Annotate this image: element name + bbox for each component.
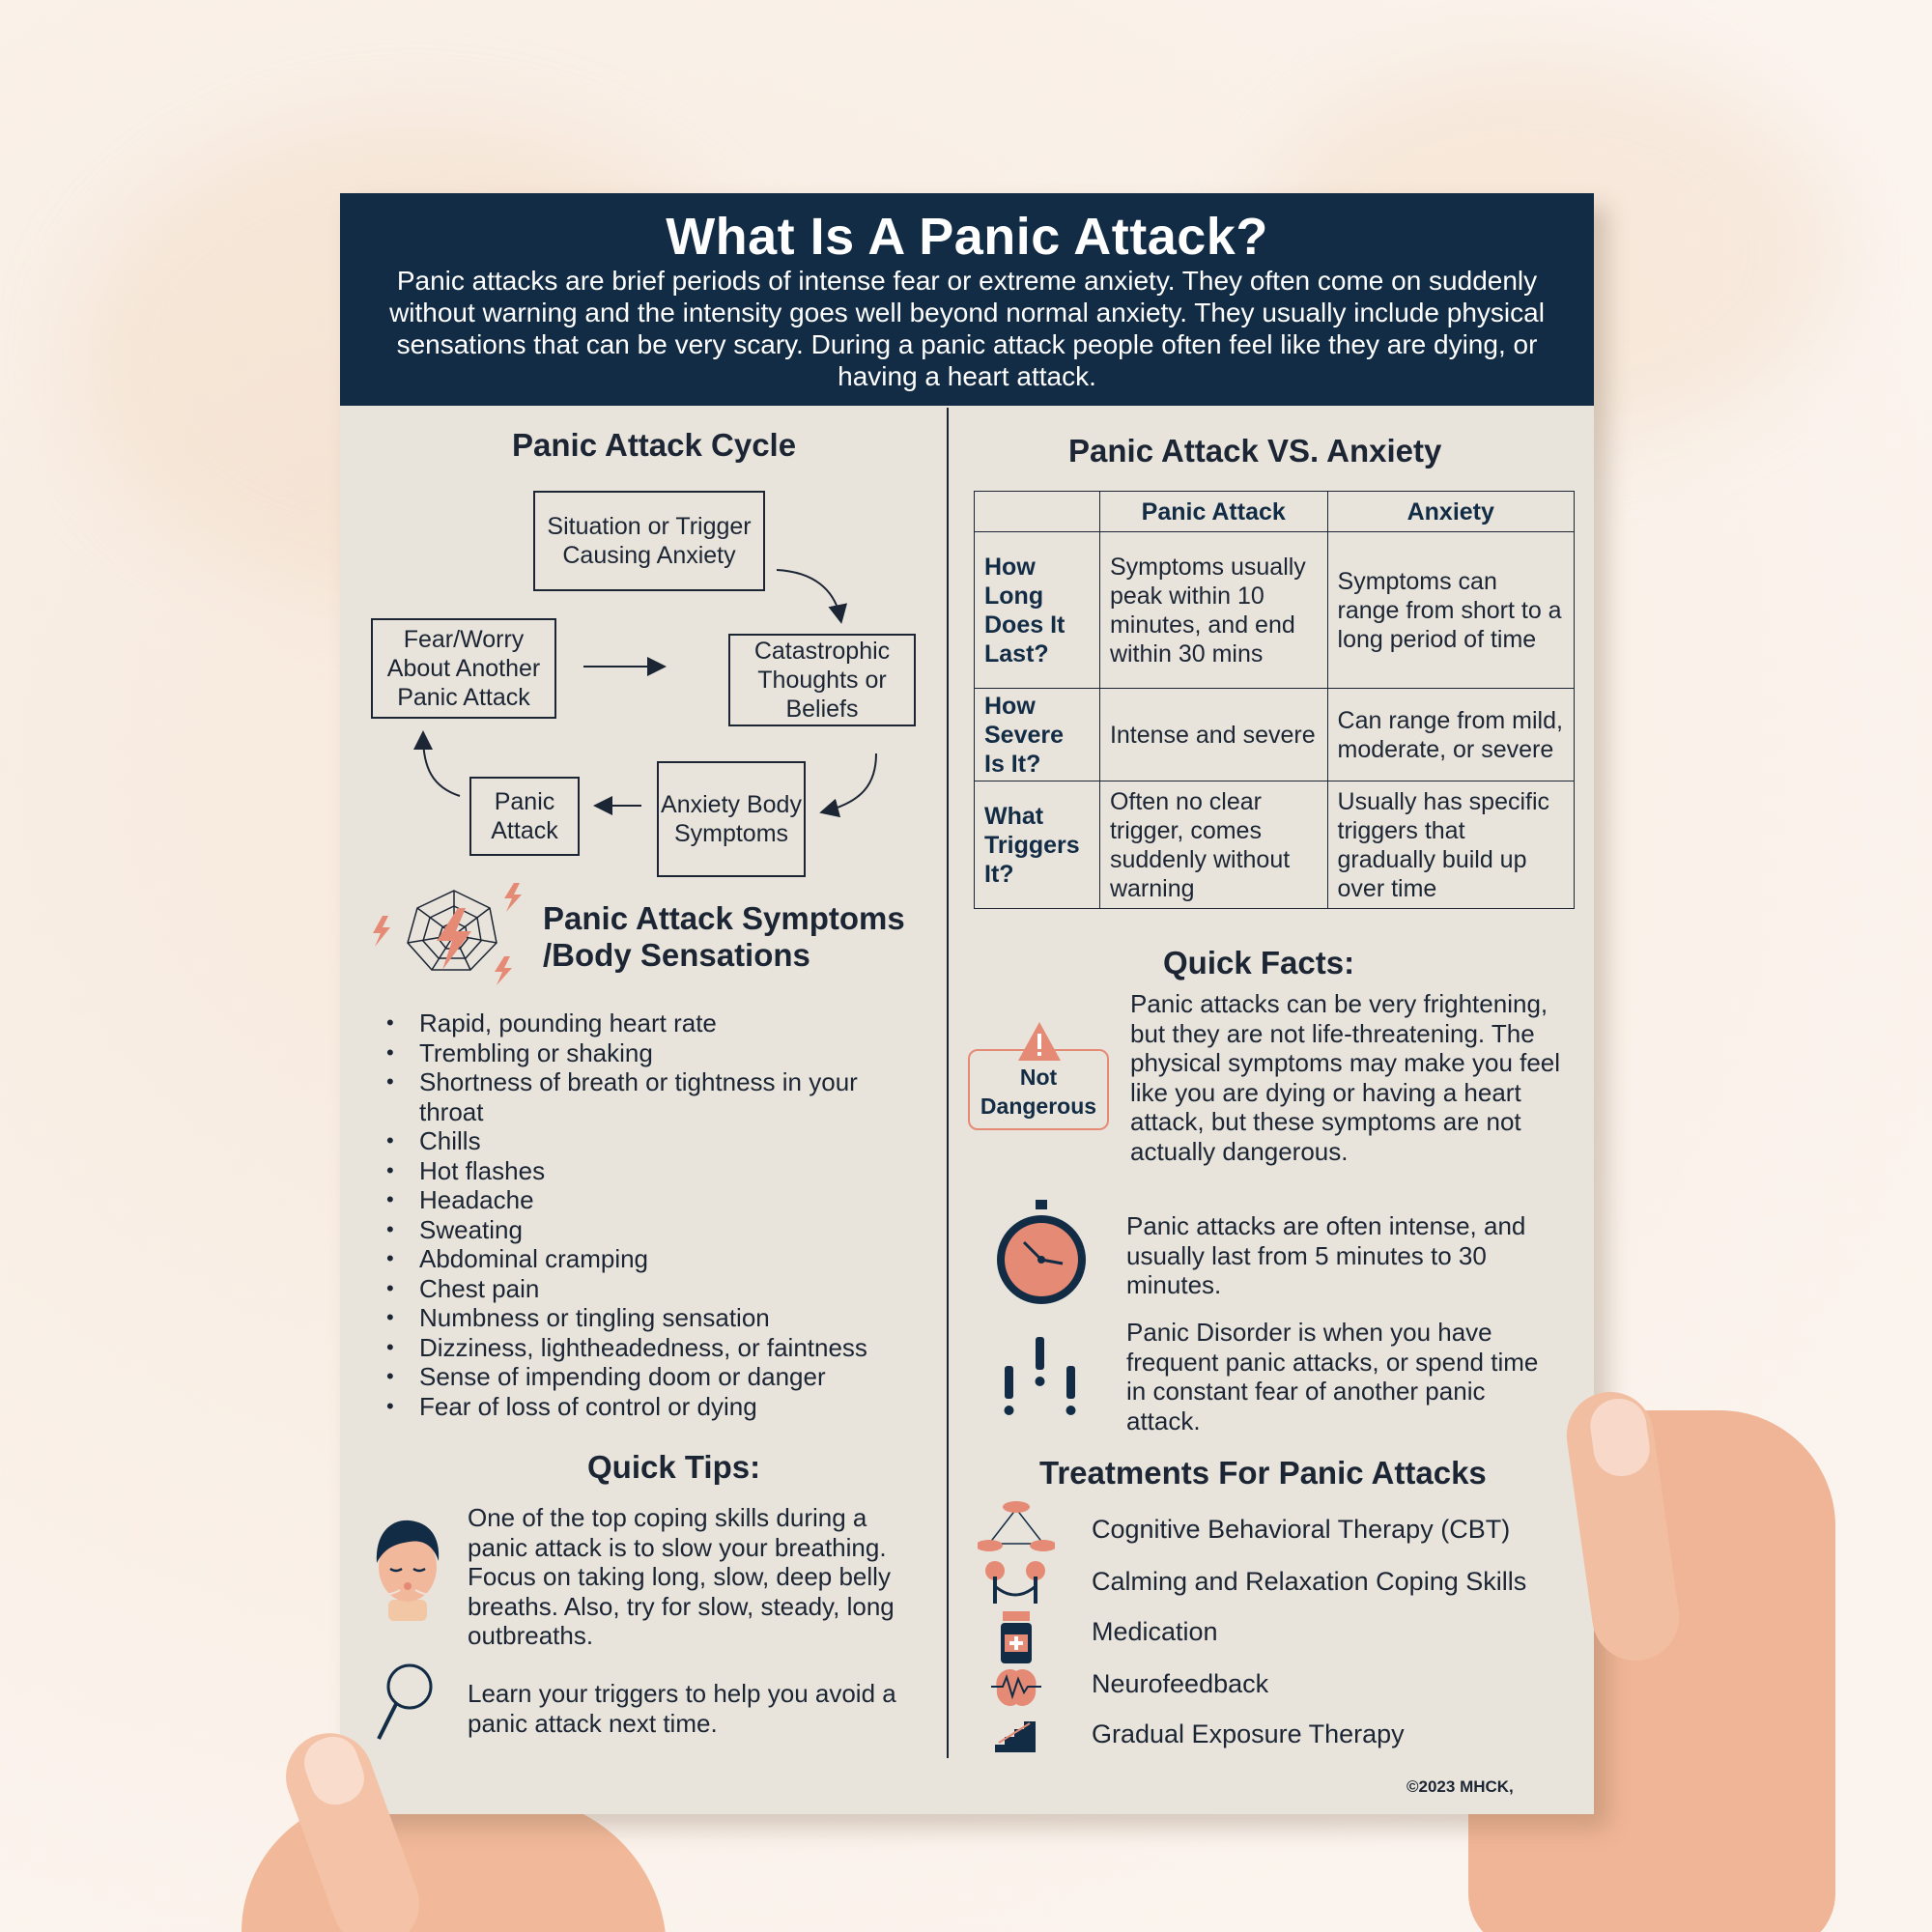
medication-bottle-icon (997, 1609, 1036, 1665)
exclamation-marks-icon (997, 1331, 1084, 1420)
arrow-thoughts-to-symptoms (825, 753, 876, 811)
quick-tips-title: Quick Tips: (587, 1449, 761, 1485)
exposure-stairs-icon (991, 1718, 1039, 1756)
magnifying-glass-icon (375, 1662, 437, 1743)
list-item: • Fear of loss of control or dying (386, 1392, 927, 1422)
table-header-anxiety: Anxiety (1327, 492, 1574, 532)
cycle-box-thoughts: Catastrophic Thoughts or Beliefs (728, 634, 916, 726)
cycle-box-panic-attack: Panic Attack (469, 777, 580, 856)
badge-bottom-label: Dangerous (980, 1094, 1097, 1119)
warning-triangle-icon (1016, 1020, 1063, 1063)
badge-top-label: Not (1019, 1065, 1058, 1090)
copyright: ©2023 MHCK, (1406, 1777, 1514, 1796)
breathing-person-icon (371, 1515, 444, 1621)
list-item: • Chest pain (386, 1274, 927, 1304)
table-header-panic: Panic Attack (1099, 492, 1327, 532)
quick-facts-title: Quick Facts: (1163, 945, 1355, 980)
page-title: What Is A Panic Attack? (666, 208, 1268, 266)
fact-not-dangerous: Panic attacks can be very frightening, but they are not life-threatening. The physical symptoms may make you feel like you are dying or having a heart attack, but these symptoms are not actually dangerous. (1130, 989, 1561, 1166)
cycle-title: Panic Attack Cycle (512, 427, 797, 463)
symptoms-title-line1: Panic Attack Symptoms (543, 900, 905, 936)
column-divider (947, 408, 949, 1758)
table-cell: Intense and severe (1099, 689, 1327, 781)
row-header-severity: How Severe Is It? (975, 689, 1100, 781)
tip-breathing: One of the top coping skills during a panic attack is to slow your breathing. Focus on taking long, slow, deep belly breaths. Also, try for slow, steady, long outbreaths. (468, 1503, 895, 1650)
fact-panic-disorder: Panic Disorder is when you have frequent panic attacks, or spend time in constant fear of another panic attack. (1126, 1318, 1539, 1435)
cycle-box-trigger: Situation or Trigger Causing Anxiety (533, 491, 765, 591)
treatment-neurofeedback: Neurofeedback (1092, 1669, 1269, 1698)
list-item: • Chills (386, 1126, 927, 1156)
table-cell: Symptoms usually peak within 10 minutes, and end within 30 mins (1099, 532, 1327, 689)
cycle-box-fear-worry: Fear/Worry About Another Panic Attack (371, 618, 556, 719)
treatments-title: Treatments For Panic Attacks (1039, 1455, 1487, 1491)
table-header-blank (975, 492, 1100, 532)
symptoms-title-line2: /Body Sensations (543, 937, 810, 973)
treatment-medication: Medication (1092, 1617, 1218, 1646)
list-item: • Numbness or tingling sensation (386, 1303, 927, 1333)
row-header-duration: How Long Does It Last? (975, 532, 1100, 689)
stopwatch-icon (993, 1198, 1090, 1308)
list-item: • Trembling or shaking (386, 1038, 927, 1068)
symptoms-title (543, 900, 905, 974)
table-cell: Symptoms can range from short to a long period of time (1327, 532, 1574, 689)
spider-web-lightning-icon (369, 881, 543, 987)
table-row (975, 532, 1575, 689)
list-item: • Sweating (386, 1215, 927, 1245)
vs-title: Panic Attack VS. Anxiety (1068, 433, 1442, 469)
list-item: • Shortness of breath or tightness in your throat (386, 1067, 927, 1126)
fact-duration: Panic attacks are often intense, and usually last from 5 minutes to 30 minutes. (1126, 1211, 1526, 1299)
arrow-trigger-to-thoughts (777, 570, 840, 618)
table-header-row (975, 492, 1575, 532)
treatment-exposure: Gradual Exposure Therapy (1092, 1719, 1405, 1748)
table-cell: Usually has specific triggers that gradually build up over time (1327, 781, 1574, 909)
symptom-list (386, 1009, 927, 1421)
list-item: • Hot flashes (386, 1156, 927, 1186)
relaxation-hammock-icon (983, 1559, 1047, 1605)
list-item: • Sense of impending doom or danger (386, 1362, 927, 1392)
header-description: Panic attacks are brief periods of intense fear or extreme anxiety. They often come on suddenly without warning and the intensity goes well beyond normal anxiety. They usually include physical sensations that can be very scary. During a panic attack people often feel like they are dying, or having a heart attack. (389, 266, 1545, 391)
list-item: • Abdominal cramping (386, 1244, 927, 1274)
handout-sheet (340, 193, 1594, 1814)
cycle-box-body-symptoms: Anxiety Body Symptoms (657, 761, 806, 877)
table-cell: Often no clear trigger, comes suddenly without warning (1099, 781, 1327, 909)
table-row (975, 689, 1575, 781)
row-header-triggers: What Triggers It? (975, 781, 1100, 909)
list-item: • Rapid, pounding heart rate (386, 1009, 927, 1038)
treatment-relaxation: Calming and Relaxation Coping Skills (1092, 1567, 1527, 1596)
table-row (975, 781, 1575, 909)
arrow-panic-to-fear (423, 736, 460, 796)
list-item: • Dizziness, lightheadedness, or faintness (386, 1333, 927, 1363)
treatment-cbt: Cognitive Behavioral Therapy (CBT) (1092, 1515, 1511, 1544)
table-cell: Can range from mild, moderate, or severe (1327, 689, 1574, 781)
tip-triggers: Learn your triggers to help you avoid a panic attack next time. (468, 1679, 896, 1738)
list-item: • Headache (386, 1185, 927, 1215)
comparison-table (974, 491, 1575, 909)
cbt-triangle-icon (978, 1499, 1055, 1555)
neurofeedback-brain-icon (989, 1663, 1043, 1712)
